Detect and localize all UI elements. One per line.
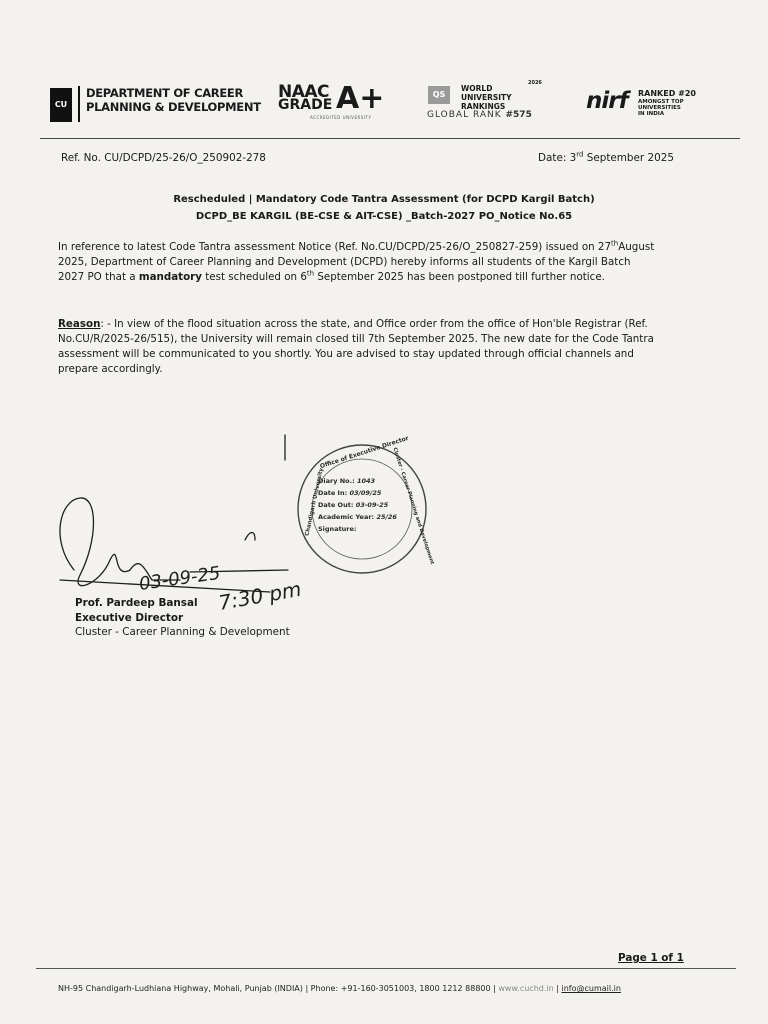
paragraph-line: 2027 PO that a mandatory test scheduled on 6th September 2025 has been postponed till further notice. — [58, 269, 605, 283]
page-number: Page 1 of 1 — [618, 952, 684, 964]
qs-ranking-badge — [425, 80, 545, 122]
signatory-name: Prof. Pardeep Bansal — [75, 597, 198, 609]
notice-paragraph-1 — [58, 240, 688, 285]
stamp-date-in: Date In: 03/09/25 — [318, 489, 382, 497]
handwritten-date: 03-09-25 — [137, 562, 222, 595]
nirf-line3: IN INDIA — [638, 111, 665, 117]
paragraph-line: assessment will be communicated to you shortly. You are advised to stay updated through official channels and — [58, 348, 634, 360]
website-link[interactable]: www.cuchd.in — [498, 984, 554, 993]
email-link[interactable]: info@cumail.in — [561, 984, 621, 993]
qs-global-rank: GLOBAL RANK #575 — [427, 110, 532, 120]
stamp-signature: Signature: — [318, 525, 357, 533]
department-name-line2: PLANNING & DEVELOPMENT — [86, 100, 261, 114]
naac-rating: A+ — [336, 81, 385, 116]
nirf-rank: RANKED #20 — [638, 89, 696, 98]
qs-line3: RANKINGS — [461, 102, 506, 111]
qs-year: 2026 — [528, 80, 542, 86]
naac-subtitle: ACCREDITED UNIVERSITY — [310, 115, 372, 120]
handwritten-signature — [40, 430, 330, 620]
footer-divider — [36, 968, 736, 969]
stamp-diary: Diary No.: 1043 — [318, 477, 376, 485]
office-stamp — [290, 434, 440, 577]
stamp-academic-year: Academic Year: 25/26 — [318, 513, 397, 521]
qs-logo-icon: QS — [428, 86, 450, 104]
paragraph-line: In reference to latest Code Tantra assessment Notice (Ref. No.CU/DCPD/25-26/O_250827-259) issued on 27thAugust — [58, 239, 655, 253]
notice-date: Date: 3rd September 2025 — [538, 150, 674, 164]
handwritten-time: 7:30 pm — [216, 576, 304, 615]
notice-paragraph-2 — [58, 317, 688, 377]
nirf-line2: UNIVERSITIES — [638, 105, 681, 111]
paragraph-line: No.CU/R/2025-26/515), the University will remain closed till 7th September 2025. The new date for the Code Tantra — [58, 333, 654, 345]
stamp-ring-left: Chandigarh University — [304, 467, 325, 537]
footer-contact: NH-95 Chandigarh-Ludhiana Highway, Mohali, Punjab (INDIA) | Phone: +91-160-3051003, 1800 1212 88800 | www.cuchd.in | info@cumail.in — [58, 984, 621, 993]
cu-logo-icon: CU — [50, 88, 72, 122]
header-divider — [40, 138, 740, 139]
signatory-title: Executive Director — [75, 612, 184, 624]
notice-title-line2: DCPD_BE KARGIL (BE-CSE & AIT-CSE) _Batch-2027 PO_Notice No.65 — [195, 211, 573, 222]
stamp-date-out: Date Out: 03-09-25 — [318, 501, 389, 509]
reason-label: Reason — [58, 318, 101, 330]
department-name-line1: DEPARTMENT OF CAREER — [86, 86, 244, 100]
naac-badge — [278, 82, 398, 122]
qs-line1: WORLD — [461, 84, 493, 93]
notice-title-line1: Rescheduled | Mandatory Code Tantra Assessment (for DCPD Kargil Batch) — [173, 194, 595, 205]
logo-divider — [78, 86, 80, 122]
signatory-department: Cluster - Career Planning & Development — [75, 626, 290, 638]
stamp-ring-right: Cluster - Career Planning and Development — [391, 446, 435, 566]
nirf-badge — [586, 88, 696, 118]
paragraph-line: prepare accordingly. — [58, 363, 163, 375]
qs-line2: UNIVERSITY — [461, 93, 512, 102]
paragraph-line: 2025, Department of Career Planning and Development (DCPD) hereby informs all students of the Kargil Batch — [58, 256, 631, 268]
stamp-ring-top: Office of Executive Director — [319, 434, 410, 471]
reference-number: Ref. No. CU/DCPD/25-26/O_250902-278 — [61, 152, 266, 164]
naac-word: NAAC — [278, 82, 330, 102]
nirf-logo: nirf — [586, 88, 628, 114]
nirf-line1: AMONGST TOP — [638, 99, 684, 105]
paragraph-line: Reason: - In view of the flood situation across the state, and Office order from the office of Hon'ble Registrar (Ref. — [58, 318, 648, 330]
naac-grade: GRADE — [278, 97, 333, 113]
department-logo — [50, 86, 261, 126]
